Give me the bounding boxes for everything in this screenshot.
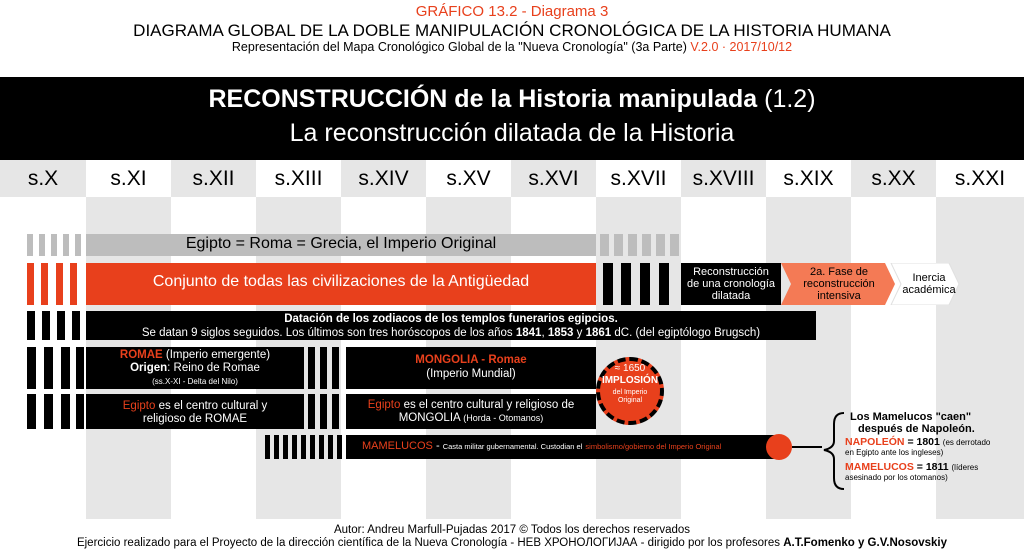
implosion-sub2: Original [617,397,643,404]
black-stripe [603,263,613,305]
banner-subtitle: La reconstrucción dilatada de la Historia [289,119,735,147]
black-stripe [57,311,65,340]
romae-origen2: : Reino de Romae [167,362,260,374]
mongolia-sub: (Imperio Mundial) [426,368,516,380]
zodiacos-text: Se datan 9 siglos seguidos. Los últimos son tres horóscopos de los años 1841, 1853 y 1861 dC. (del egiptólogo Brugsch) [141,327,761,339]
black-stripe [61,347,70,389]
century-label: s.XV [446,167,491,190]
black-stripe [308,347,315,389]
century-label: s.XVIII [681,160,766,197]
egipto-romae-red: Egipto [122,400,156,412]
conjunto-label: Conjunto de todas las civilizaciones de la Antigüedad [152,273,530,290]
reconstruccion-line: dilatada [711,290,751,302]
black-stripe [332,347,339,389]
gray-stripe [27,234,33,256]
black-stripe [640,263,650,305]
mongolia-title: MONGOLIA - Romae [415,354,527,366]
fase2-line: 2a. Fase de [809,266,869,278]
connector-line [792,446,822,448]
romae-origen-line [86,362,304,375]
egipto-mongolia-label [346,399,596,425]
gray-stripe [39,234,45,256]
subtitle-text: Representación del Mapa Cronológico Global de la "Nueva Cronología" (3a Parte) [231,40,687,54]
mamelucos-dash: - [435,440,440,452]
banner-title-bold: RECONSTRUCCIÓN de la Historia manipulada [208,85,758,113]
orange-stripe [56,263,63,305]
napoleon-year: = 1801 [907,436,940,448]
black-stripe [44,347,53,389]
gray-stripe [670,234,679,256]
black-stripe [76,394,84,429]
century-label: s.XII [171,160,256,197]
implosion-sub1: del Imperio [612,389,648,396]
black-stripe [332,394,339,429]
egipto-roma-label: Egipto = Roma = Grecia, el Imperio Original [185,235,497,252]
mongolia-label [346,353,596,381]
mamelucos-small: Casta militar gubernamental. Custodian el [442,442,583,451]
footer-professors: A.T.Fomenko y G.V.Nosovskiy [783,537,948,549]
century-axis [0,160,1024,197]
egipto-mongolia-line2 [346,412,596,425]
mamelucos-red2: simbolismo/gobierno del Imperio Original [585,442,722,451]
napoleon-name: NAPOLEÓN [845,436,905,448]
reconstruccion-line: de una cronología [686,278,776,290]
fase2-label [789,266,889,302]
footer-project [0,537,1024,549]
gray-stripe [75,234,81,256]
napoleon-line1 [845,437,990,448]
romae-small: (ss.X-XI - Delta del Nilo) [152,377,238,386]
mamelucos-label [362,440,721,452]
century-label: s.XVI [511,160,596,197]
inercia-line: Inercia [912,272,946,284]
zodiacos-text-main: Se datan 9 siglos seguidos. Los últimos son tres horóscopos de los años [141,327,513,339]
egipto-mongolia-small: (Horda - Otomanos) [463,413,544,423]
chart-supertitle: GRÁFICO 13.2 - Diagrama 3 [415,3,609,20]
century-label: s.XIII [274,167,323,190]
black-stripe [61,394,70,429]
gray-stripe [51,234,57,256]
century-label: s.XI [110,167,147,190]
mam-year: = 1811 [916,461,949,473]
black-stripe [337,435,342,459]
black-stripe [76,347,84,389]
gray-stripe [642,234,651,256]
black-stripe [320,394,327,429]
century-label: s.XIX [783,167,834,190]
romae-title: ROMAE [119,349,163,361]
zodiacos-year: 1853 [547,327,574,339]
black-stripe [301,435,306,459]
banner-title-num: (1.2) [764,85,816,113]
banner-title [0,85,1024,114]
black-stripe [319,435,324,459]
black-stripe [44,394,53,429]
black-stripe [621,263,631,305]
black-stripe [292,435,297,459]
black-stripe [42,311,50,340]
mamelucos-note-title [850,411,975,435]
gray-stripe [656,234,665,256]
orange-stripe [41,263,48,305]
egipto-romae-line [86,400,304,413]
mam-line1 [845,462,978,473]
romae-title-line [86,349,304,362]
mamelucos-end-dot [766,434,792,460]
black-stripe [274,435,279,459]
century-label: s.XXI [954,167,1006,190]
gray-stripe [614,234,623,256]
inercia-line: académica [902,284,956,296]
black-stripe [308,394,315,429]
fase2-line: intensiva [817,290,861,302]
egipto-romae-text: es el centro cultural y [158,400,268,412]
implosion-title: IMPLOSIÓN [601,375,659,386]
reconstruccion-line: Reconstrucción [693,266,769,278]
black-stripe [72,311,80,340]
romae-origen: Origen [130,362,168,374]
mamelucos-year-note [845,462,978,483]
black-stripe [27,394,36,429]
mamelucos-note-title2: después de Napoleón. [858,423,975,435]
version-text: V.2.0 · 2017/10/12 [690,40,793,54]
footer-author: Autor: Andreu Marfull-Pujadas 2017 © Todos los derechos reservados [333,524,691,536]
black-stripe [659,263,669,305]
romae-title2: (Imperio emergente) [165,349,271,361]
implosion-year: ≈ 1650 [614,363,646,374]
brace-icon [820,410,848,492]
egipto-romae-text2: religioso de ROMAE [142,413,248,425]
chart-title: DIAGRAMA GLOBAL DE LA DOBLE MANIPULACIÓN CRONOLÓGICA DE LA HISTORIA HUMANA [133,21,891,40]
mamelucos-red: MAMELUCOS [362,440,433,452]
mam-small2: asesinado por los otomanos) [845,473,948,482]
century-label: s.XVII [610,167,667,190]
egipto-mongolia-line [346,399,596,412]
fase2-line: reconstrucción [803,278,875,290]
mam-small: (líderes [951,463,979,472]
egipto-mongolia-red: Egipto [367,399,401,411]
century-label: s.XIV [341,160,426,197]
zodiacos-year: 1861 [585,327,612,339]
century-label: s.XX [851,160,936,197]
egipto-mongolia-text2: MONGOLIA [398,412,461,424]
black-stripe [310,435,315,459]
romae-label [86,349,304,388]
napoleon-small2: en Egipto ante los ingleses) [845,448,944,457]
gray-stripe [600,234,609,256]
gray-stripe [63,234,69,256]
mam-name: MAMELUCOS [845,461,914,473]
black-stripe [27,311,35,340]
zodiacos-year: 1841 [515,327,542,339]
egipto-mongolia-text: es el centro cultural y religioso de [403,399,575,411]
footer-project-text: Ejercicio realizado para el Proyecto de la dirección científica de la Nueva Cronología - НЕВ ХРОНОЛОГИЈАА - dirigido por los profesores [76,537,780,549]
chart-subtitle [0,40,1024,54]
napoleon-small: (es derrotado [942,438,991,447]
orange-stripe [70,263,77,305]
black-stripe [328,435,333,459]
black-stripe [27,347,36,389]
century-label: s.X [0,160,86,197]
zodiacos-title: Datación de los zodiacos de los templos funerarios egipcios. [284,313,618,325]
reconstruccion-label [681,266,781,302]
mamelucos-note-title1: Los Mamelucos "caen" [850,411,972,423]
implosion-label [596,364,664,405]
napoleon-note [845,437,990,458]
black-stripe [265,435,270,459]
black-stripe [283,435,288,459]
egipto-romae-label [86,400,304,426]
orange-stripe [27,263,34,305]
inercia-label [897,272,961,296]
gray-stripe [628,234,637,256]
black-stripe [320,347,327,389]
zodiacos-text-end: dC. (del egiptólogo Brugsch) [614,327,761,339]
